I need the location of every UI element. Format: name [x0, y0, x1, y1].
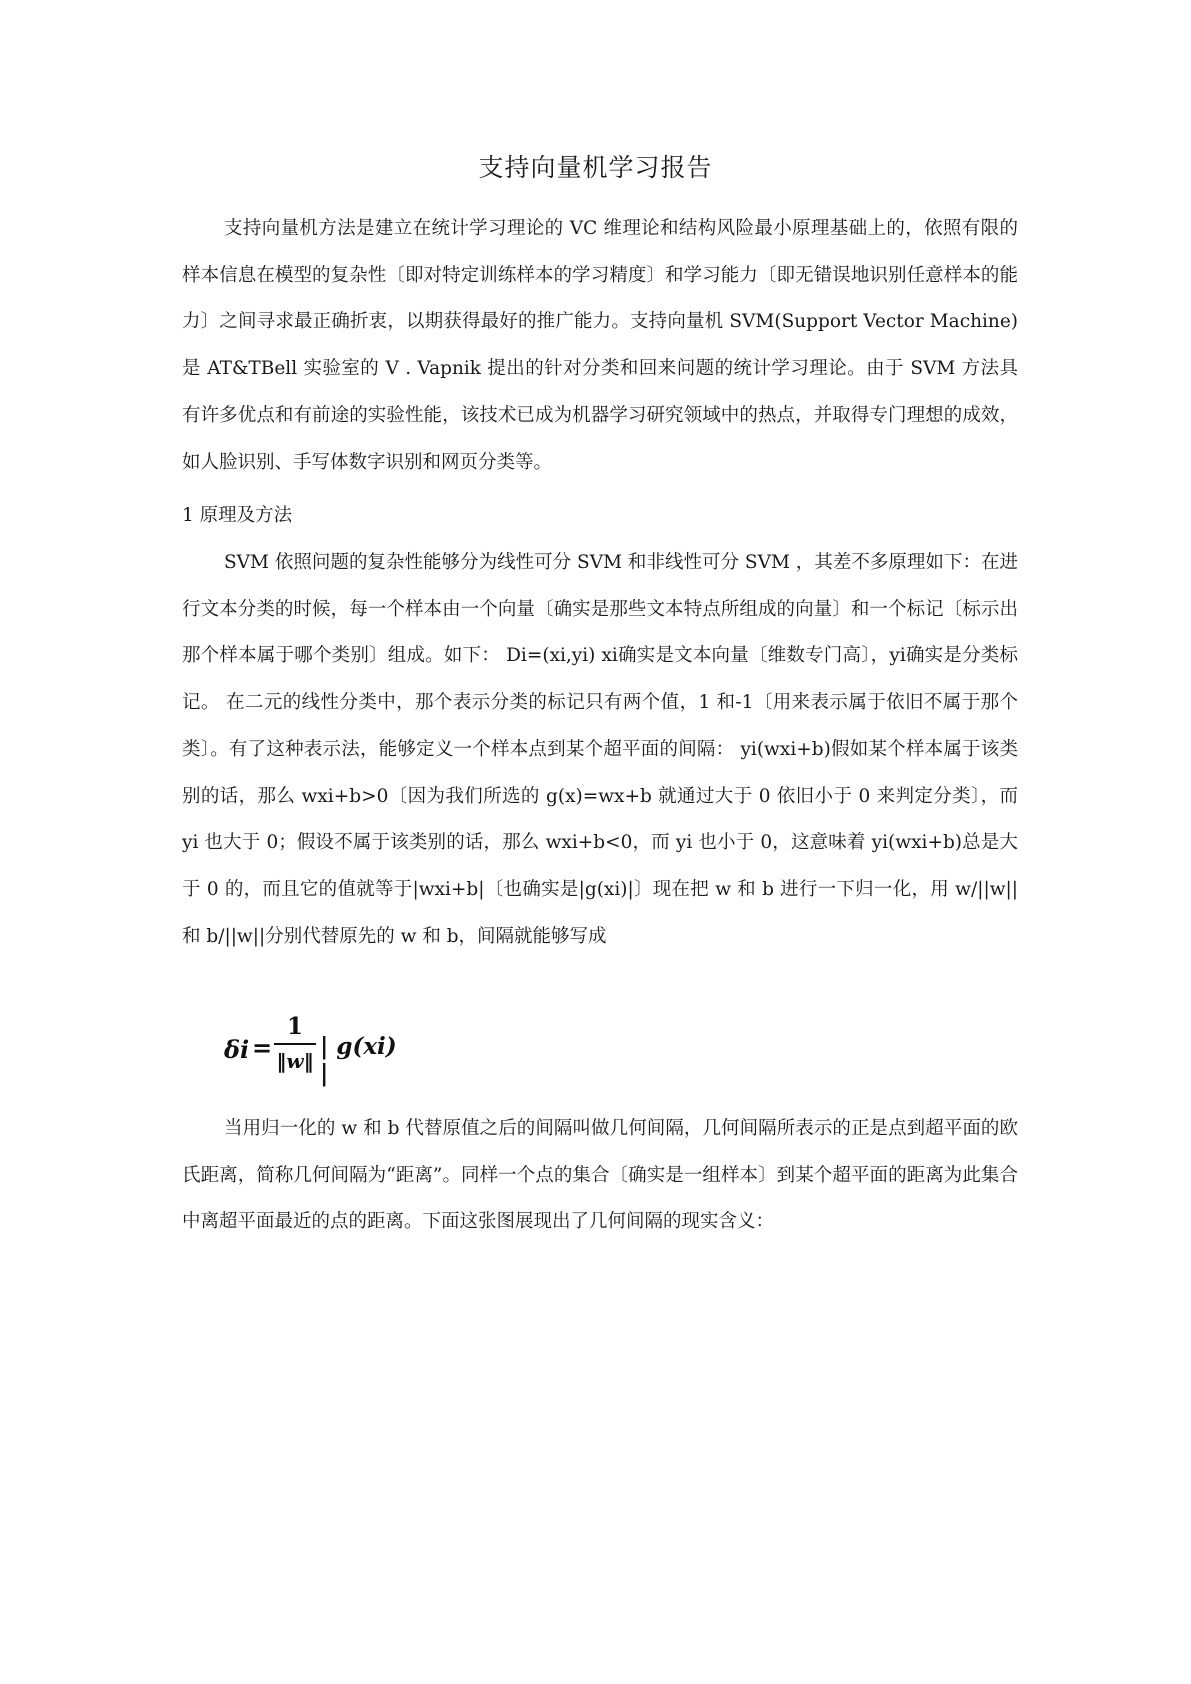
principle-paragraph: SVM 依照问题的复杂性能够分为线性可分 SVM 和非线性可分 SVM ，其差不多原理如下：在进行文本分类的时候，每一个样本由一个向量〔确实是那些文本特点所组成的向量〕和一个标记〔标示出那个样本属于哪个类别〕组成。如下： Di=(xi,yi) xi确实是文本向量〔维数专门高〕，yi确实是分类标记。 在二元的线性分类中，那个表示分类的标记只有两个值，1 和-1〔用来表示属于依旧不属于那个类〕。有了这种表示法，能够定义一个样本点到某个超平面的间隔： yi(wxi+b)假如某个样本属于该类别的话，那么 wxi+b>0〔因为我们所选的 g(x)=wx+b 就通过大于 0 依旧小于 0 来判定分类〕，而 yi 也大于 0；假设不属于该类别的话，那么 wxi+b<0，而 yi 也小于 0，这意味着 yi(wxi+b)总是大于 0 的，而且它的值就等于|wxi+b|〔也确实是|g(xi)|〕现在把 w 和 b 进行一下归一化，用 w/||w||和 b/||w||分别代替原先的 w 和 b，间隔就能够写成 [182, 552, 1018, 947]
formula-fraction [274, 1013, 316, 1074]
intro-paragraph: 支持向量机方法是建立在统计学习理论的 VC 维理论和结构风险最小原理基础上的，依照有限的样本信息在模型的复杂性〔即对特定训练样本的学习精度〕和学习能力〔即无错误地识别任意样本的能力〕之间寻求最正确折衷，以期获得最好的推广能力。支持向量机 SVM(Support Vector Machine)是 AT&TBell 实验室的 V . Vapnik 提出的针对分类和回来问题的统计学习理论。由于 SVM 方法具有许多优点和有前途的实验性能，该技术已成为机器学习研究领域中的热点，并取得专门理想的成效，如人脸识别、手写体数字识别和网页分类等。 [182, 218, 1018, 473]
formula-denominator: ‖w‖ [276, 1049, 314, 1073]
section-heading: 1 原理及方法 [182, 505, 293, 526]
formula-numerator: 1 [286, 1013, 303, 1040]
formula-equals: = [252, 1033, 273, 1062]
document-title: 支持向量机学习报告 [478, 153, 713, 182]
geometric-margin-paragraph: 当用归一化的 w 和 b 代替原值之后的间隔叫做几何间隔，几何间隔所表示的正是点到超平面的欧氏距离，简称几何间隔为“距离”。同样一个点的集合〔确实是一组样本〕到某个超平面的距离为此集合中离超平面最近的点的距离。下面这张图展现出了几何间隔的现实含义： [182, 1118, 1018, 1233]
fraction-bar [274, 1043, 316, 1045]
geometric-margin-formula [224, 1013, 404, 1087]
formula-lhs: δi [224, 1035, 250, 1064]
formula-rhs: | g(xi) | [320, 1033, 397, 1087]
